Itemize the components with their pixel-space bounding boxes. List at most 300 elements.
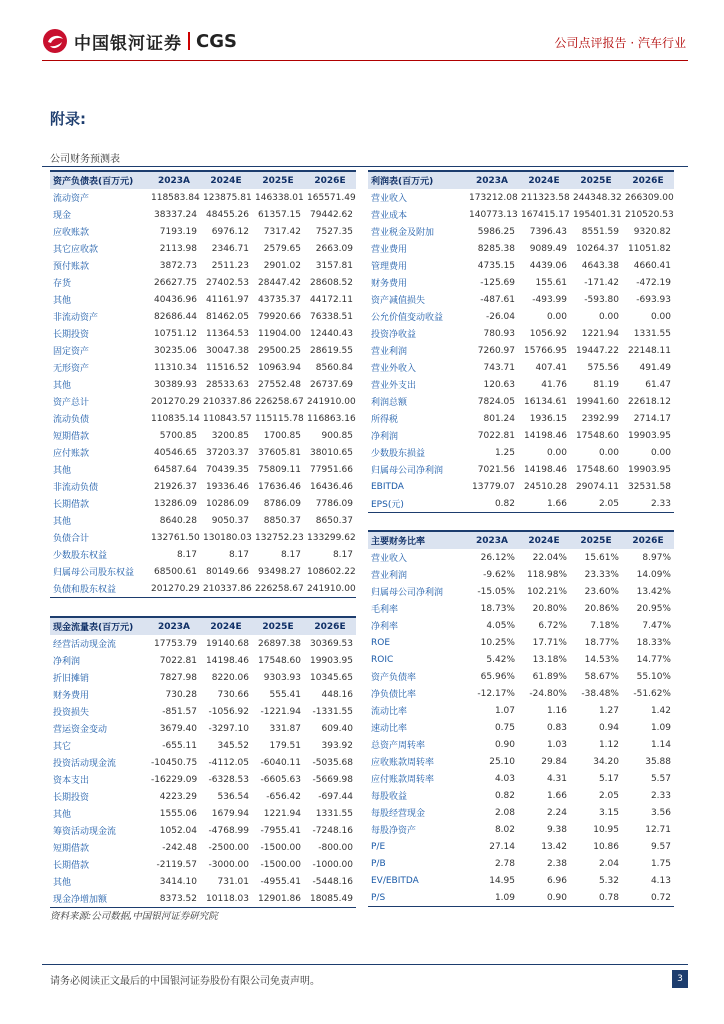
value-cell: 2113.98 — [159, 243, 197, 254]
value-cell: 12.71 — [645, 824, 671, 835]
year-header: 2025E — [252, 171, 304, 189]
value-cell: 16134.61 — [524, 396, 567, 407]
row-label: 营业利润 — [371, 347, 408, 357]
value-cell: 41161.97 — [206, 294, 249, 305]
value-cell: 108602.22 — [307, 566, 356, 577]
table-row — [50, 461, 356, 478]
row-label: 应付账款周转率 — [371, 775, 435, 785]
value-cell: 8.17 — [176, 549, 197, 560]
value-cell: 10.86 — [593, 841, 619, 852]
value-cell: 6976.12 — [211, 226, 249, 237]
company-logo — [42, 28, 237, 54]
row-label: 所得税 — [371, 415, 399, 425]
value-cell: 1056.92 — [529, 328, 567, 339]
value-cell: 167415.17 — [521, 209, 570, 220]
row-label: 投资活动现金流 — [53, 759, 117, 769]
value-cell: -7248.16 — [312, 825, 353, 836]
value-cell: 210520.53 — [625, 209, 674, 220]
value-cell: 26627.75 — [154, 277, 197, 288]
value-cell: 609.40 — [321, 723, 353, 734]
value-cell: 116863.16 — [307, 413, 356, 424]
row-label: 非流动负债 — [53, 483, 99, 493]
table-row — [50, 410, 356, 427]
value-cell: 14.09% — [636, 569, 671, 580]
table-row — [368, 549, 674, 566]
value-cell: 15766.95 — [524, 345, 567, 356]
value-cell: -6328.53 — [208, 774, 249, 785]
table-row — [368, 274, 674, 291]
table-row — [368, 838, 674, 855]
value-cell: 4.03 — [494, 773, 515, 784]
value-cell: 110835.14 — [151, 413, 200, 424]
value-cell: 1936.15 — [529, 413, 567, 424]
row-label: 每股净资产 — [371, 826, 417, 836]
income-statement-table — [368, 170, 674, 513]
logo-cn-text: 中国银河证券 — [74, 33, 182, 54]
value-cell: -5448.16 — [312, 876, 353, 887]
value-cell: 55.10% — [636, 671, 671, 682]
value-cell: 30369.53 — [310, 638, 353, 649]
year-header: 2024E — [200, 171, 252, 189]
value-cell: 64587.64 — [154, 464, 197, 475]
value-cell: 5986.25 — [477, 226, 515, 237]
table-row — [368, 308, 674, 325]
value-cell: 210337.86 — [200, 580, 252, 598]
value-cell: 13779.07 — [472, 481, 515, 492]
value-cell: 37203.37 — [206, 447, 249, 458]
table-row — [50, 478, 356, 495]
value-cell: 17548.60 — [258, 655, 301, 666]
value-cell: 79442.62 — [310, 209, 353, 220]
table-row — [50, 703, 356, 720]
value-cell: 81462.05 — [206, 311, 249, 322]
disclaimer-footer: 请务必阅读正文最后的中国银河证券股份有限公司免责声明。 — [50, 976, 320, 987]
value-cell: 3200.85 — [211, 430, 249, 441]
value-cell: -800.00 — [318, 842, 353, 853]
row-label: 每股经营现金 — [371, 809, 426, 819]
table-row — [50, 291, 356, 308]
value-cell: 18.77% — [584, 637, 619, 648]
value-cell: 2346.71 — [211, 243, 249, 254]
value-cell: 0.00 — [546, 447, 567, 458]
value-cell: 70439.35 — [206, 464, 249, 475]
row-label: P/E — [371, 841, 386, 852]
value-cell: 8.17 — [280, 549, 301, 560]
row-label: 资本支出 — [53, 776, 90, 786]
value-cell: 17753.79 — [154, 638, 197, 649]
value-cell: 29074.11 — [576, 481, 619, 492]
value-cell: -15.05% — [477, 586, 515, 597]
table-row — [50, 635, 356, 652]
value-cell: 22618.12 — [628, 396, 671, 407]
value-cell: 3157.81 — [315, 260, 353, 271]
value-cell: 5.57 — [650, 773, 671, 784]
value-cell: 102.21% — [526, 586, 567, 597]
value-cell: -24.80% — [529, 688, 567, 699]
value-cell: 1331.55 — [315, 808, 353, 819]
value-cell: 11364.53 — [206, 328, 249, 339]
value-cell: 26737.69 — [310, 379, 353, 390]
table-row — [368, 427, 674, 444]
value-cell: 1.12 — [598, 739, 619, 750]
value-cell: 1700.85 — [263, 430, 301, 441]
value-cell: 211323.58 — [521, 192, 570, 203]
value-cell: 1221.94 — [581, 328, 619, 339]
table-row — [368, 753, 674, 770]
value-cell: 13.42% — [636, 586, 671, 597]
table-row — [368, 855, 674, 872]
value-cell: 0.00 — [650, 447, 671, 458]
value-cell: 38337.24 — [154, 209, 197, 220]
value-cell: 2511.23 — [211, 260, 249, 271]
value-cell: 28608.52 — [310, 277, 353, 288]
value-cell: 61357.15 — [258, 209, 301, 220]
value-cell: 75809.11 — [258, 464, 301, 475]
value-cell: 14.95 — [489, 875, 515, 886]
value-cell: -593.80 — [584, 294, 619, 305]
value-cell: 133299.62 — [307, 532, 356, 543]
row-label: 投资净收益 — [371, 330, 417, 340]
value-cell: -242.48 — [162, 842, 197, 853]
value-cell: 8220.06 — [211, 672, 249, 683]
table-row — [368, 257, 674, 274]
row-label: 流动资产 — [53, 194, 90, 204]
value-cell: 19140.68 — [206, 638, 249, 649]
value-cell: 14198.46 — [206, 655, 249, 666]
value-cell: 13.18% — [532, 654, 567, 665]
year-header: 2026E — [304, 171, 356, 189]
table-row — [368, 566, 674, 583]
year-header: 2023A — [148, 171, 200, 189]
value-cell: 44172.11 — [310, 294, 353, 305]
report-type: 公司点评报告 · 汽车行业 — [554, 36, 686, 50]
year-header: 2025E — [570, 171, 622, 189]
table-row — [50, 839, 356, 856]
value-cell: 118.98% — [526, 569, 567, 580]
table-row — [50, 223, 356, 240]
row-label: P/B — [371, 858, 386, 869]
table-row — [368, 889, 674, 907]
value-cell: 38010.65 — [310, 447, 353, 458]
value-cell: 140773.13 — [469, 209, 518, 220]
value-cell: 81.19 — [593, 379, 619, 390]
row-label: 其他 — [53, 466, 72, 476]
cgs-logo-icon — [42, 28, 68, 54]
value-cell: 10118.03 — [200, 890, 252, 908]
value-cell: -5669.98 — [312, 774, 353, 785]
value-cell: 2.08 — [494, 807, 515, 818]
row-label: 非流动资产 — [53, 313, 99, 323]
value-cell: 12440.43 — [310, 328, 353, 339]
value-cell: 11904.00 — [258, 328, 301, 339]
value-cell: -9.62% — [483, 569, 515, 580]
page-number: 3 — [672, 970, 688, 988]
value-cell: 195401.31 — [573, 209, 622, 220]
value-cell: 3414.10 — [159, 876, 197, 887]
table-row — [368, 291, 674, 308]
value-cell: 210337.86 — [203, 396, 252, 407]
value-cell: 0.90 — [518, 889, 570, 907]
value-cell: -125.69 — [480, 277, 515, 288]
row-label: 营业利润 — [371, 571, 408, 581]
value-cell: 900.85 — [321, 430, 353, 441]
value-cell: 41.76 — [541, 379, 567, 390]
value-cell: 241910.00 — [304, 580, 356, 598]
table-row — [50, 495, 356, 512]
value-cell: 2392.99 — [581, 413, 619, 424]
section-title: 公司财务预测表 — [50, 154, 120, 165]
value-cell: -487.61 — [480, 294, 515, 305]
value-cell: 7527.35 — [315, 226, 353, 237]
value-cell: 7317.42 — [263, 226, 301, 237]
value-cell: 1.14 — [650, 739, 671, 750]
row-label: 资产负债率 — [371, 673, 417, 683]
value-cell: 28619.55 — [310, 345, 353, 356]
value-cell: 555.41 — [269, 689, 301, 700]
value-cell: 201270.29 — [151, 396, 200, 407]
value-cell: 24510.28 — [524, 481, 567, 492]
value-cell: 0.00 — [598, 311, 619, 322]
value-cell: 37605.81 — [258, 447, 301, 458]
value-cell: 0.78 — [570, 889, 622, 907]
row-label: 现金 — [53, 211, 72, 221]
value-cell: 6.72% — [538, 620, 567, 631]
value-cell: -12.17% — [477, 688, 515, 699]
row-label: 流动负债 — [53, 415, 90, 425]
value-cell: 10.25% — [480, 637, 515, 648]
table-row — [50, 856, 356, 873]
value-cell: 1679.94 — [211, 808, 249, 819]
value-cell: -4768.99 — [208, 825, 249, 836]
value-cell: 19903.95 — [628, 430, 671, 441]
value-cell: 3.56 — [650, 807, 671, 818]
value-cell: 10345.65 — [310, 672, 353, 683]
row-label: 财务费用 — [371, 279, 408, 289]
value-cell: 780.93 — [483, 328, 515, 339]
row-label: 长期借款 — [53, 500, 90, 510]
row-label: 投资损失 — [53, 708, 90, 718]
value-cell: 1.03 — [546, 739, 567, 750]
row-label: 长期投资 — [53, 793, 90, 803]
value-cell: 2.04 — [598, 858, 619, 869]
value-cell: 3679.40 — [159, 723, 197, 734]
value-cell: 132752.23 — [255, 532, 304, 543]
value-cell: -655.11 — [162, 740, 197, 751]
row-label: 负债合计 — [53, 534, 90, 544]
value-cell: 132761.50 — [151, 532, 200, 543]
row-label: 长期借款 — [53, 861, 90, 871]
value-cell: -472.19 — [636, 277, 671, 288]
row-label: 应收账款周转率 — [371, 758, 435, 768]
value-cell: 22148.11 — [628, 345, 671, 356]
value-cell: -10450.75 — [151, 757, 198, 768]
table-header-row — [368, 531, 674, 549]
value-cell: -1056.92 — [208, 706, 249, 717]
value-cell: 82686.44 — [154, 311, 197, 322]
value-cell: 173212.08 — [469, 192, 518, 203]
row-label: 存货 — [53, 279, 72, 289]
value-cell: 4660.41 — [633, 260, 671, 271]
row-label: 净负债比率 — [371, 690, 417, 700]
table-title: 现金流量表(百万元) — [50, 617, 148, 635]
value-cell: 77951.66 — [310, 464, 353, 475]
value-cell: -1500.00 — [260, 859, 301, 870]
value-cell: 130180.03 — [203, 532, 252, 543]
table-row — [50, 563, 356, 580]
value-cell: 43735.37 — [258, 294, 301, 305]
row-label: 营业收入 — [371, 554, 408, 564]
value-cell: 20.80% — [532, 603, 567, 614]
value-cell: 9050.37 — [211, 515, 249, 526]
value-cell: 7.18% — [590, 620, 619, 631]
value-cell: 743.71 — [483, 362, 515, 373]
row-label: 长期投资 — [53, 330, 90, 340]
row-label: ROIC — [371, 654, 394, 665]
table-row — [50, 444, 356, 461]
value-cell: 0.00 — [650, 311, 671, 322]
row-label: 其它应收款 — [53, 245, 99, 255]
value-cell: 120.63 — [483, 379, 515, 390]
table-row — [50, 669, 356, 686]
value-cell: 1.66 — [546, 790, 567, 801]
cash-flow-table — [50, 616, 356, 908]
value-cell: 80149.66 — [206, 566, 249, 577]
table-header-row — [50, 171, 356, 189]
value-cell: 0.90 — [494, 739, 515, 750]
row-label: 其它 — [53, 742, 72, 752]
value-cell: 19941.60 — [576, 396, 619, 407]
table-row — [368, 359, 674, 376]
row-label: 固定资产 — [53, 347, 90, 357]
row-label: 现金净增加额 — [50, 890, 148, 908]
table-row — [50, 822, 356, 839]
value-cell: 2.05 — [598, 790, 619, 801]
table-row — [368, 189, 674, 206]
year-header: 2023A — [466, 171, 518, 189]
value-cell: 8551.59 — [581, 226, 619, 237]
year-header: 2024E — [518, 171, 570, 189]
row-label: 筹资活动现金流 — [53, 827, 117, 837]
value-cell: 179.51 — [269, 740, 301, 751]
value-cell: 146338.01 — [255, 192, 304, 203]
row-label: 折旧摊销 — [53, 674, 90, 684]
value-cell: 801.24 — [483, 413, 515, 424]
value-cell: 28447.42 — [258, 277, 301, 288]
value-cell: 7022.81 — [477, 430, 515, 441]
value-cell: 28533.63 — [206, 379, 249, 390]
value-cell: 110843.57 — [203, 413, 252, 424]
value-cell: 32531.58 — [628, 481, 671, 492]
value-cell: 22.04% — [532, 552, 567, 563]
value-cell: 1.09 — [650, 722, 671, 733]
row-label: 其他 — [53, 810, 72, 820]
value-cell: 0.94 — [598, 722, 619, 733]
table-row — [50, 325, 356, 342]
value-cell: 226258.67 — [255, 396, 304, 407]
table-row — [368, 617, 674, 634]
table-row — [50, 737, 356, 754]
row-label: 少数股东损益 — [371, 449, 426, 459]
table-row — [50, 512, 356, 529]
value-cell: 7824.05 — [477, 396, 515, 407]
row-label: 利润总额 — [371, 398, 408, 408]
value-cell: 26897.38 — [258, 638, 301, 649]
value-cell: 19903.95 — [628, 464, 671, 475]
row-label: 短期借款 — [53, 844, 90, 854]
value-cell: 4439.06 — [529, 260, 567, 271]
value-cell: -2500.00 — [208, 842, 249, 853]
value-cell: 30235.06 — [154, 345, 197, 356]
value-cell: 730.66 — [217, 689, 249, 700]
value-cell: -6605.63 — [260, 774, 301, 785]
value-cell: 1.27 — [598, 705, 619, 716]
table-row — [368, 685, 674, 702]
value-cell: 10264.37 — [576, 243, 619, 254]
value-cell: 4.31 — [546, 773, 567, 784]
value-cell: 7396.43 — [529, 226, 567, 237]
value-cell: 244348.32 — [573, 192, 622, 203]
value-cell: 2.33 — [650, 790, 671, 801]
value-cell: -3297.10 — [208, 723, 249, 734]
row-label: 净利润 — [371, 432, 399, 442]
value-cell: -1331.55 — [312, 706, 353, 717]
row-label: 营业费用 — [371, 245, 408, 255]
table-row — [368, 206, 674, 223]
table-row — [50, 206, 356, 223]
value-cell: 17548.60 — [576, 464, 619, 475]
row-label: EV/EBITDA — [371, 875, 419, 886]
table-row — [368, 651, 674, 668]
value-cell: -656.42 — [266, 791, 301, 802]
value-cell: 266309.00 — [625, 192, 674, 203]
value-cell: 165571.49 — [307, 192, 356, 203]
value-cell: 4.05% — [486, 620, 515, 631]
value-cell: 40546.65 — [154, 447, 197, 458]
value-cell: -1000.00 — [312, 859, 353, 870]
row-label: 短期借款 — [53, 432, 90, 442]
value-cell: 15.61% — [584, 552, 619, 563]
value-cell: 2.33 — [622, 495, 674, 513]
table-title: 主要财务比率 — [368, 531, 466, 549]
table-row — [368, 787, 674, 804]
value-cell: -2119.57 — [156, 859, 197, 870]
table-row — [50, 308, 356, 325]
value-cell: 7022.81 — [159, 655, 197, 666]
value-cell: 4643.38 — [581, 260, 619, 271]
value-cell: 7.47% — [642, 620, 671, 631]
value-cell: 3872.73 — [159, 260, 197, 271]
value-cell: 0.00 — [598, 447, 619, 458]
table-row — [368, 444, 674, 461]
row-label: 公允价值变动收益 — [371, 313, 444, 323]
value-cell: -693.93 — [636, 294, 671, 305]
table-row — [50, 788, 356, 805]
value-cell: 19336.46 — [206, 481, 249, 492]
value-cell: 8850.37 — [263, 515, 301, 526]
table-row — [50, 546, 356, 563]
financial-ratios-table — [368, 530, 674, 907]
value-cell: 2663.09 — [315, 243, 353, 254]
footer-divider — [42, 964, 688, 965]
value-cell: 345.52 — [217, 740, 249, 751]
value-cell: 8650.37 — [315, 515, 353, 526]
value-cell: 448.16 — [321, 689, 353, 700]
row-label: 营运资金变动 — [53, 725, 108, 735]
value-cell: 2714.17 — [633, 413, 671, 424]
row-label: 应收账款 — [53, 228, 90, 238]
value-cell: 1.09 — [466, 889, 518, 907]
row-label: 其他 — [53, 878, 72, 888]
